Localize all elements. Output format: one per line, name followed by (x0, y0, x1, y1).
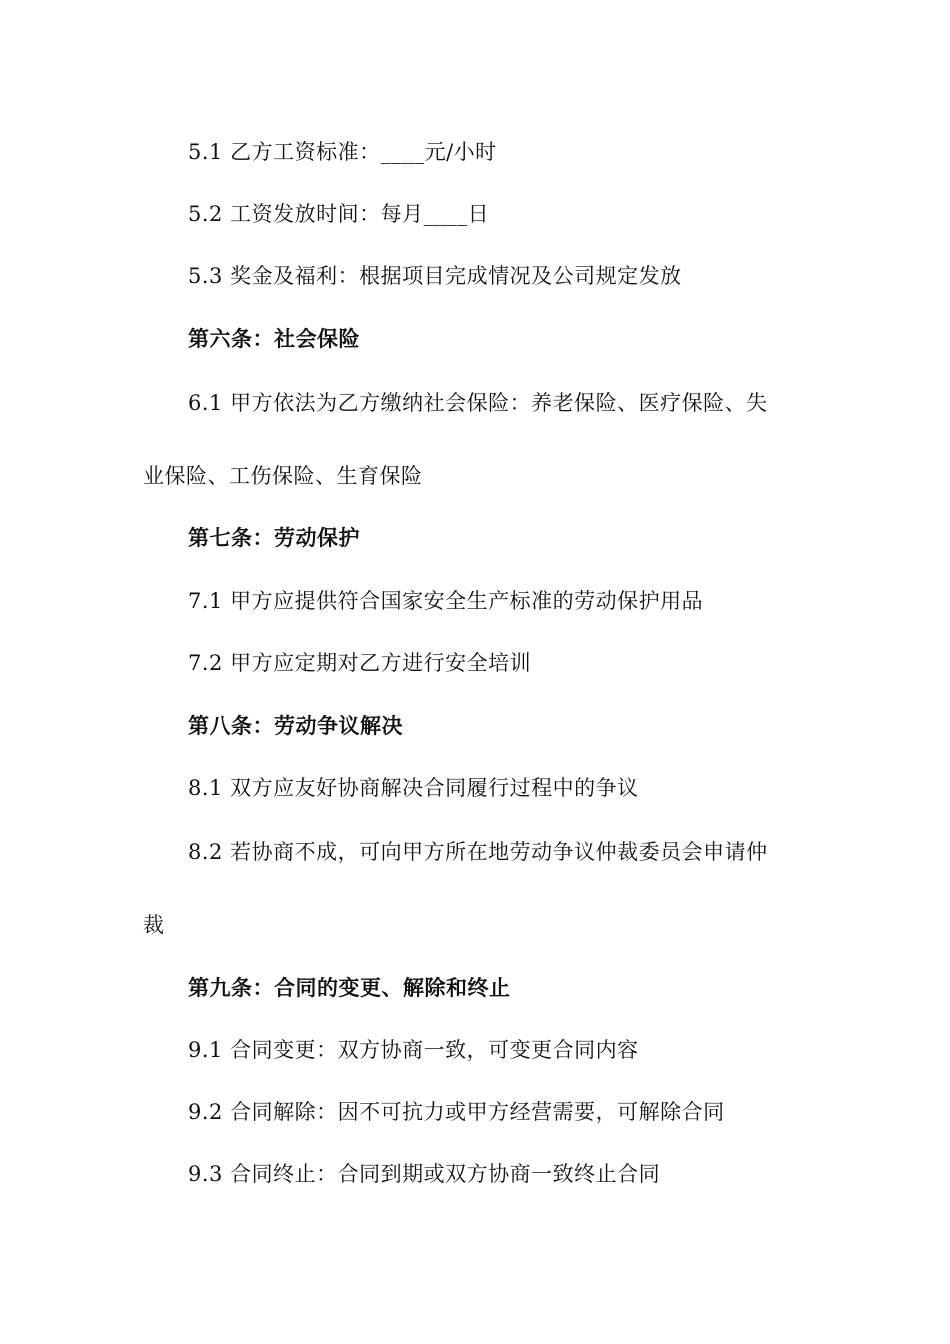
article-6-heading: 第六条：社会保险 (188, 327, 360, 351)
article-7-heading: 第七条：劳动保护 (188, 526, 360, 550)
clause-6-1-line-1: 6.1 甲方依法为乙方缴纳社会保险：养老保险、医疗保险、失 (188, 391, 768, 415)
clause-5-2: 5.2 工资发放时间：每月____日 (188, 202, 490, 226)
article-9-heading: 第九条：合同的变更、解除和终止 (188, 976, 511, 1000)
clause-9-1: 9.1 合同变更：双方协商一致，可变更合同内容 (188, 1038, 639, 1062)
clause-5-3: 5.3 奖金及福利：根据项目完成情况及公司规定发放 (188, 264, 682, 288)
clause-7-2: 7.2 甲方应定期对乙方进行安全培训 (188, 651, 532, 675)
clause-8-1: 8.1 双方应友好协商解决合同履行过程中的争议 (188, 776, 639, 800)
clause-9-2: 9.2 合同解除：因不可抗力或甲方经营需要，可解除合同 (188, 1100, 725, 1124)
clause-6-1-line-2: 业保险、工伤保险、生育保险 (143, 464, 423, 488)
clause-8-2-line-2: 裁 (143, 913, 165, 937)
clause-5-1: 5.1 乙方工资标准：____元/小时 (188, 140, 497, 164)
clause-9-3: 9.3 合同终止：合同到期或双方协商一致终止合同 (188, 1162, 661, 1186)
clause-7-1: 7.1 甲方应提供符合国家安全生产标准的劳动保护用品 (188, 589, 704, 613)
clause-8-2-line-1: 8.2 若协商不成，可向甲方所在地劳动争议仲裁委员会申请仲 (188, 840, 768, 864)
article-8-heading: 第八条：劳动争议解决 (188, 714, 403, 738)
